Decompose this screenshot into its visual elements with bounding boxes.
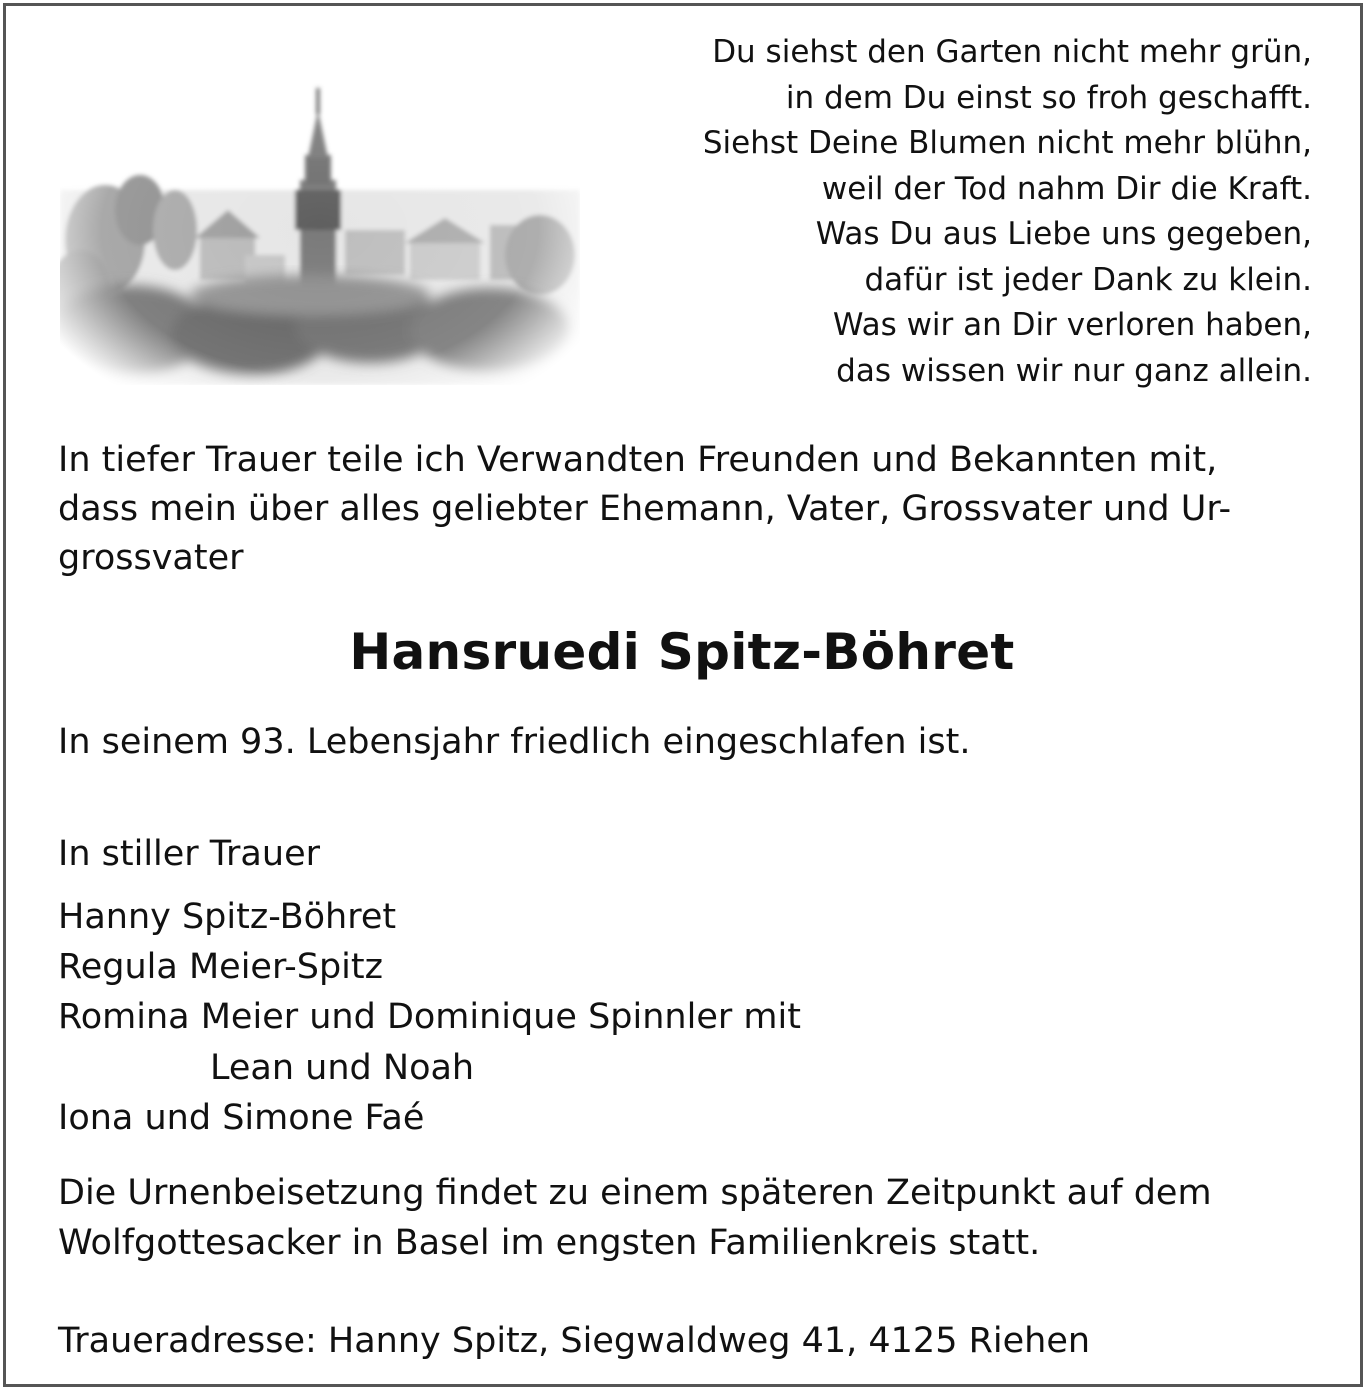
mourner-name: Iona und Simone Faé [58, 1098, 425, 1138]
village-church-illustration [60, 40, 580, 385]
mourner-name: Lean und Noah [210, 1048, 475, 1088]
poem-line: das wissen wir nur ganz allein. [836, 352, 1312, 389]
mourners-heading: In stiller Trauer [58, 834, 320, 874]
poem-line: weil der Tod nahm Dir die Kraft. [821, 170, 1312, 207]
mourner-name: Regula Meier-Spitz [58, 947, 383, 987]
age-line: In seinem 93. Lebensjahr friedlich eingeschlafen ist. [58, 722, 971, 762]
intro-paragraph [58, 436, 1298, 583]
poem-line: in dem Du einst so froh geschafft. [785, 79, 1312, 116]
mourner-name: Romina Meier und Dominique Spinnler mit [58, 997, 801, 1037]
poem-line: dafür ist jeder Dank zu klein. [864, 261, 1312, 298]
poem-line: Du siehst den Garten nicht mehr grün, [712, 34, 1312, 70]
intro-line: dass mein über alles geliebter Ehemann, Vater, Grossvater und Ur- [58, 489, 1232, 529]
mourning-address: Traueradresse: Hanny Spitz, Siegwaldweg 41, 4125 Riehen [58, 1321, 1091, 1361]
deceased-name: Hansruedi Spitz-Böhret [349, 623, 1015, 681]
intro-line: In tiefer Trauer teile ich Verwandten Freunden und Bekannten mit, [58, 440, 1218, 480]
intro-line: grossvater [58, 538, 244, 578]
mourner-name: Hanny Spitz-Böhret [58, 897, 397, 937]
burial-info-line: Wolfgottesacker in Basel im engsten Familienkreis statt. [58, 1223, 1041, 1263]
burial-info-line: Die Urnenbeisetzung findet zu einem späteren Zeitpunkt auf dem [58, 1173, 1212, 1213]
poem-line: Was Du aus Liebe uns gegeben, [815, 216, 1312, 252]
poem-line: Siehst Deine Blumen nicht mehr blühn, [702, 125, 1312, 161]
poem [612, 30, 1312, 394]
poem-line: Was wir an Dir verloren haben, [832, 307, 1312, 343]
